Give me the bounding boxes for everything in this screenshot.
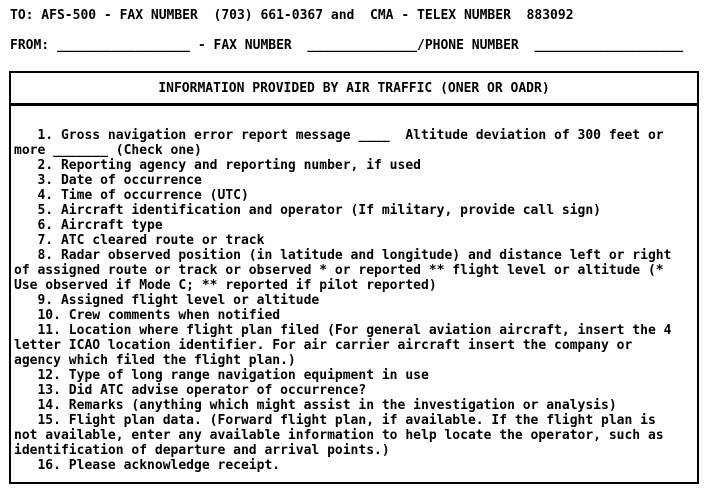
form-item-line: 8. Radar observed position (in latitude and longitude) and distance left or right [14,248,672,263]
information-box [9,71,699,484]
form-item-line: 6. Aircraft type [14,218,163,233]
form-item-line: not available, enter any available information to help locate the operator, such as [14,428,664,443]
form-item-line: more _______ (Check one) [14,143,202,158]
form-item-line: 14. Remarks (anything which might assist in the investigation or analysis) [14,398,617,413]
form-item-line: 1. Gross navigation error report message ____ Altitude deviation of 300 feet or [14,128,664,143]
form-item-line: 13. Did ATC advise operator of occurrence? [14,383,367,398]
form-item-line: 4. Time of occurrence (UTC) [14,188,249,203]
form-item-line: 10. Crew comments when notified [14,308,281,323]
form-item-line: 2. Reporting agency and reporting number, if used [14,158,421,173]
form-item-line: Use observed if Mode C; ** reported if pilot reported) [14,278,437,293]
form-item-line: 16. Please acknowledge receipt. [14,458,281,473]
information-box-title: INFORMATION PROVIDED BY AIR TRAFFIC (ONER OR OADR) [11,73,697,106]
form-item-line: 3. Date of occurrence [14,173,202,188]
form-item-line: 7. ATC cleared route or track [14,233,265,248]
form-item-line: letter ICAO location identifier. For air carrier aircraft insert the company or [14,338,633,353]
form-item-line: identification of departure and arrival points.) [14,443,390,458]
form-item-line: 15. Flight plan data. (Forward flight plan, if available. If the flight plan is [14,413,656,428]
to-line: TO: AFS-500 - FAX NUMBER (703) 661-0367 and CMA - TELEX NUMBER 883092 [10,8,574,23]
form-item-line: 11. Location where flight plan filed (For general aviation aircraft, insert the 4 [14,323,672,338]
form-item-line: agency which filed the flight plan.) [14,353,296,368]
form-item-line: 9. Assigned flight level or altitude [14,293,320,308]
form-item-line: of assigned route or track or observed * or reported ** flight level or altitude (* [14,263,664,278]
information-box-body [11,106,697,473]
form-item-line: 5. Aircraft identification and operator (If military, provide call sign) [14,203,601,218]
from-line: FROM: _________________ - FAX NUMBER ______________/PHONE NUMBER ___________________ [10,38,684,53]
form-item-line: 12. Type of long range navigation equipment in use [14,368,429,383]
